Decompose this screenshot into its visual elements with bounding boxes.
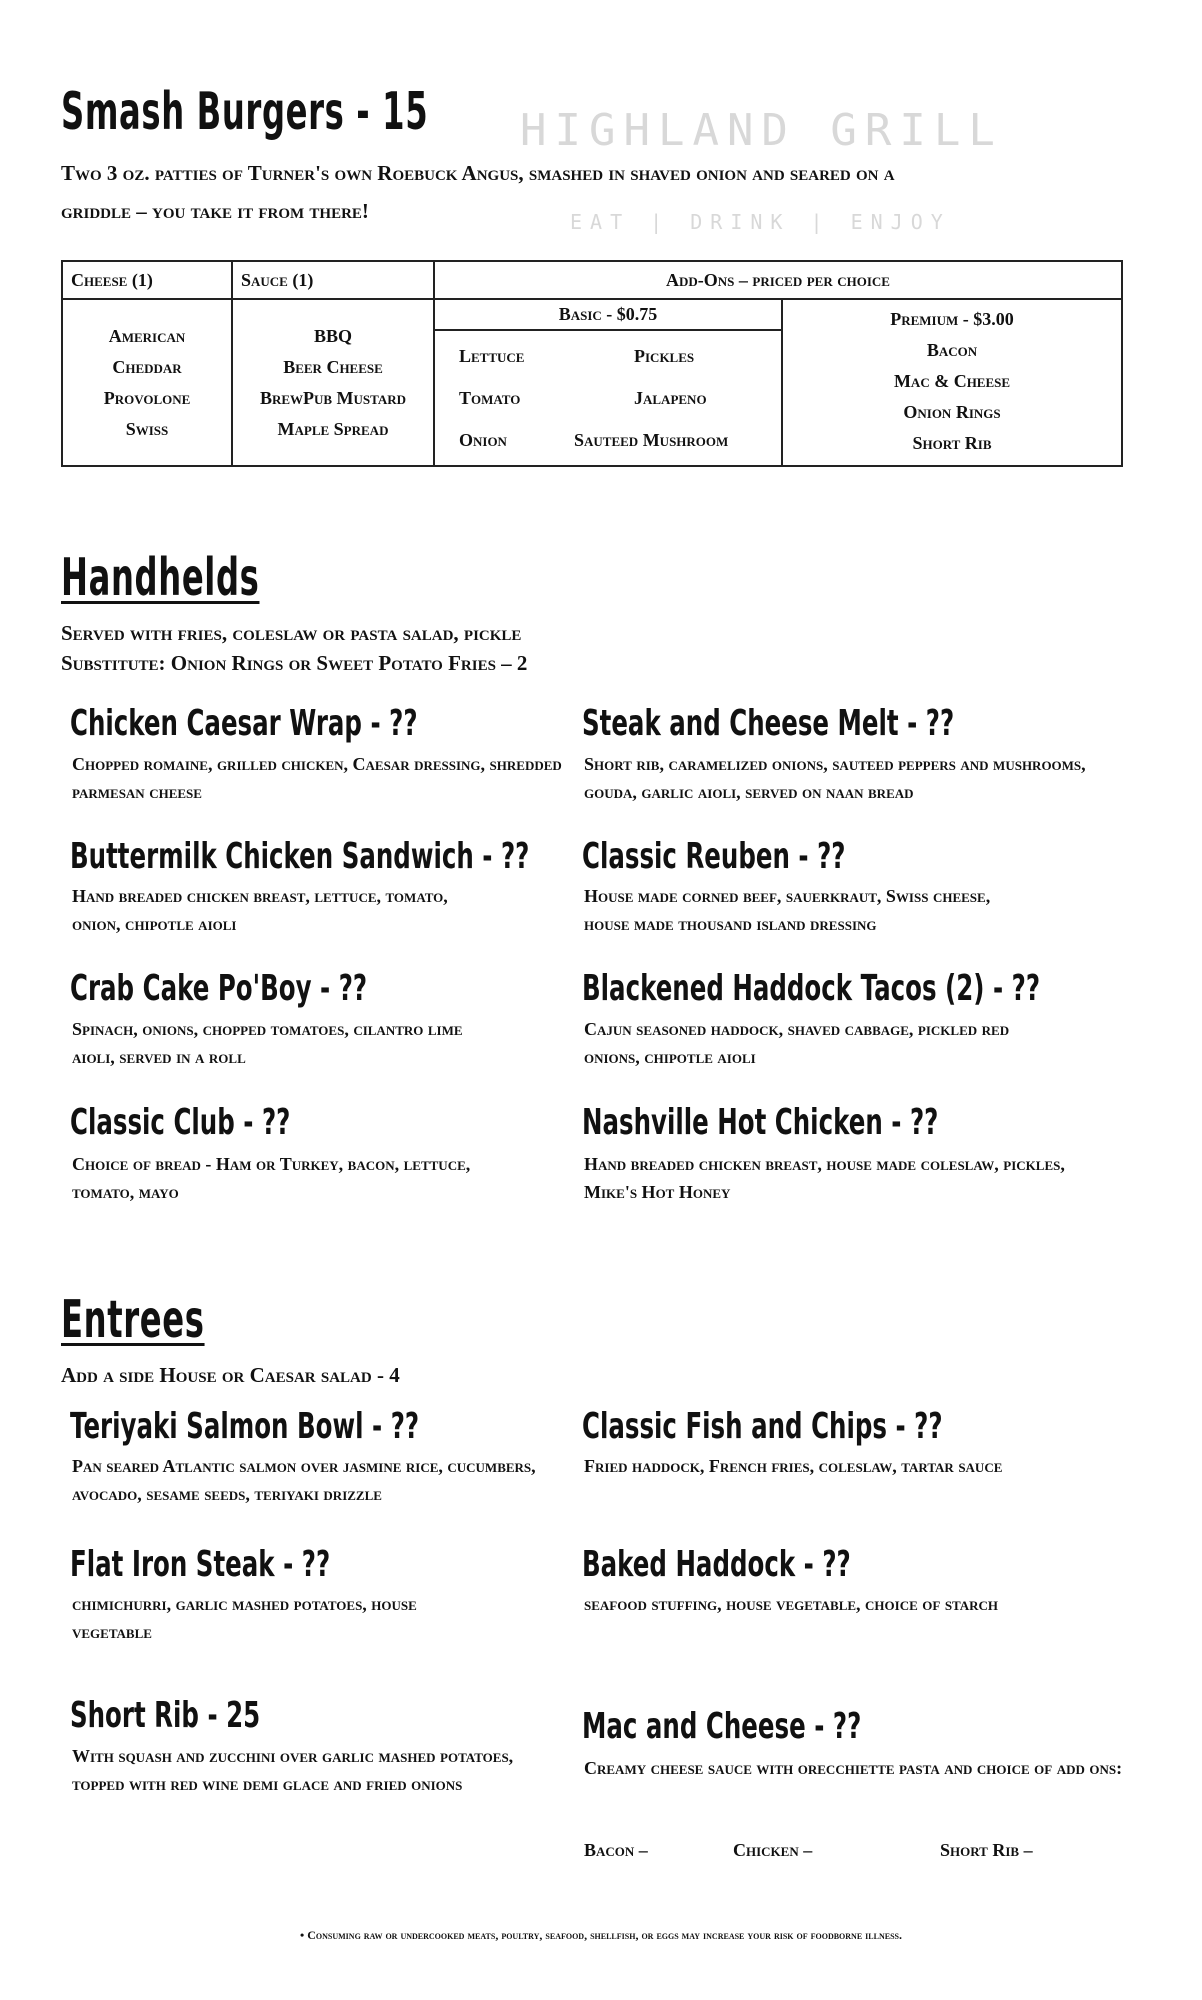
item-description: With squash and zucchini over garlic mashed potatoes, topped with red wine demi glace and fried onions <box>72 1746 514 1794</box>
mac-addon-short-rib: Short Rib – <box>940 1840 1033 1860</box>
cheese-header: Cheese (1) <box>62 261 232 299</box>
item-title: Blackened Haddock Tacos (2) - ?? <box>582 968 1041 1009</box>
premium-item: Short Rib <box>912 433 992 453</box>
item-description: Chopped romaine, grilled chicken, Caesar dressing, shredded parmesan cheese <box>72 754 562 802</box>
item-title: Nashville Hot Chicken - ?? <box>582 1102 939 1143</box>
mac-addon-chicken: Chicken – <box>733 1840 813 1860</box>
burgers-description: Two 3 oz. patties of Turner's own Roebuck Angus, smashed in shaved onion and seared on a griddle – you take it from there! <box>61 161 895 223</box>
section-title-handhelds: Handhelds <box>61 548 260 608</box>
addons-header: Add-Ons – priced per choice <box>434 261 1122 299</box>
item-description: Creamy cheese sauce with orecchiette pasta and choice of add ons: <box>584 1758 1123 1778</box>
item-title: Teriyaki Salmon Bowl - ?? <box>70 1406 420 1447</box>
section-title-entrees: Entrees <box>61 1290 205 1350</box>
cheese-item: Cheddar <box>112 356 182 377</box>
item-title: Buttermilk Chicken Sandwich - ?? <box>70 836 530 877</box>
basic-item: Sauteed Mushroom <box>574 430 729 450</box>
item-title: Flat Iron Steak - ?? <box>70 1544 331 1585</box>
sauce-item: BBQ <box>313 325 352 346</box>
item-title: Steak and Cheese Melt - ?? <box>582 703 955 744</box>
item-description: Choice of bread - Ham or Turkey, bacon, lettuce, tomato, mayo <box>72 1154 471 1202</box>
item-description: Pan seared Atlantic salmon over jasmine rice, cucumbers, avocado, sesame seeds, teriyaki drizzle <box>72 1456 536 1504</box>
item-description: Spinach, onions, chopped tomatoes, cilantro lime aioli, served in a roll <box>72 1019 463 1067</box>
item-title: Classic Fish and Chips - ?? <box>582 1406 943 1447</box>
item-description: chimichurri, garlic mashed potatoes, house vegetable <box>72 1594 417 1642</box>
premium-item: Onion Rings <box>903 402 1001 422</box>
sauce-header: Sauce (1) <box>232 261 434 299</box>
item-description: Hand breaded chicken breast, house made coleslaw, pickles, Mike's Hot Honey <box>584 1154 1065 1202</box>
sauce-item: Maple Spread <box>277 418 389 439</box>
basic-item: Lettuce <box>459 346 525 366</box>
basic-item: Jalapeno <box>634 388 707 408</box>
handhelds-served-with: Served with fries, coleslaw or pasta salad, pickle <box>61 621 522 645</box>
premium-header: Premium - $3.00 <box>890 309 1014 329</box>
item-title: Classic Club - ?? <box>70 1102 291 1143</box>
cheese-item: Swiss <box>125 418 169 439</box>
item-description: Fried haddock, French fries, coleslaw, tartar sauce <box>584 1456 1003 1476</box>
cheese-item: American <box>108 325 186 346</box>
item-title: Baked Haddock - ?? <box>582 1544 851 1585</box>
mac-addon-bacon: Bacon – <box>584 1840 648 1860</box>
item-description: House made corned beef, sauerkraut, Swiss cheese, house made thousand island dressing <box>584 886 991 934</box>
handhelds-description <box>61 614 761 682</box>
entrees-description: Add a side House or Caesar salad - 4 <box>61 1363 400 1387</box>
item-description: Hand breaded chicken breast, lettuce, tomato, onion, chipotle aioli <box>72 886 448 934</box>
premium-item: Bacon <box>926 340 978 360</box>
item-description: seafood stuffing, house vegetable, choice of starch <box>584 1594 999 1614</box>
premium-cell <box>782 299 1122 466</box>
item-title: Chicken Caesar Wrap - ?? <box>70 703 418 744</box>
item-title: Mac and Cheese - ?? <box>582 1706 862 1747</box>
handhelds-substitute: Substitute: Onion Rings or Sweet Potato Fries – 2 <box>61 651 528 675</box>
bleed-through-tagline: EAT | DRINK | ENJOY <box>570 210 951 234</box>
basic-item: Onion <box>459 430 507 450</box>
cheese-item: Provolone <box>103 387 191 408</box>
premium-item: Mac & Cheese <box>893 371 1011 391</box>
food-safety-footnote: • Consuming raw or undercooked meats, poultry, seafood, shellfish, or eggs may increase your risk of foodborne illness. <box>300 1928 902 1942</box>
sauce-item: Beer Cheese <box>283 356 383 377</box>
basic-item: Pickles <box>634 346 695 366</box>
item-description: Cajun seasoned haddock, shaved cabbage, pickled red onions, chipotle aioli <box>584 1019 1010 1067</box>
burger-options-table <box>61 260 1123 467</box>
basic-item: Tomato <box>459 388 521 408</box>
section-title-smash-burgers: Smash Burgers - 15 <box>61 82 429 142</box>
basic-list <box>434 330 782 466</box>
item-title: Classic Reuben - ?? <box>582 836 846 877</box>
sauce-item: BrewPub Mustard <box>259 387 407 408</box>
sauce-list <box>232 299 434 466</box>
item-description: Short rib, caramelized onions, sauteed peppers and mushrooms, gouda, garlic aioli, served on naan bread <box>584 754 1086 802</box>
bleed-through-logo: HIGHLAND GRILL <box>520 105 1003 156</box>
basic-header: Basic - $0.75 <box>434 299 782 330</box>
cheese-list <box>62 299 232 466</box>
item-title: Crab Cake Po'Boy - ?? <box>70 968 368 1009</box>
item-title: Short Rib - 25 <box>70 1695 261 1736</box>
